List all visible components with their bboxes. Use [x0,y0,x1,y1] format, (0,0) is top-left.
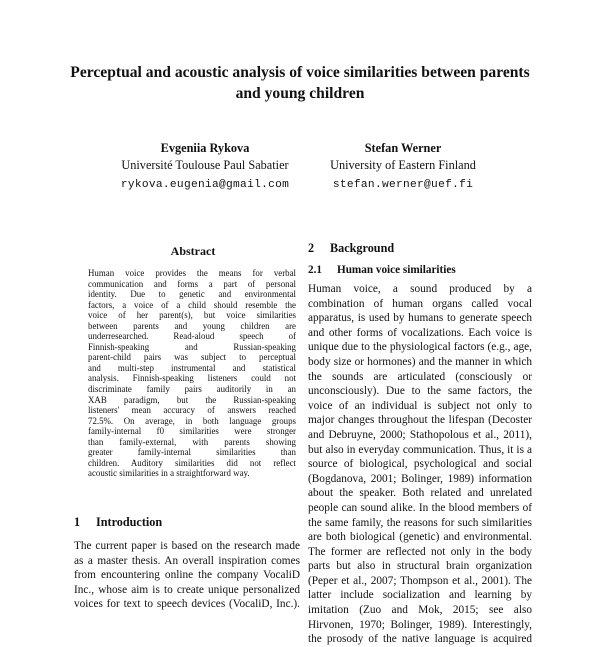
body-line: and Debruyne, 2000; Stathopolous et al., 2011), [308,428,532,441]
body-line: voices for text to speech devices (VocaliD, Inc.). [74,598,300,611]
subsection-title: Human voice similarities [337,264,456,276]
section-title: Introduction [96,515,163,529]
body-line: source of biological, psychological and social [308,458,532,471]
abstract-line: listeners' mean accuracy of answers reached [88,405,296,416]
author-email: stefan.werner@uef.fi [332,179,474,191]
introduction-body [74,539,300,612]
abstract-line: discriminate family pairs auditorily in an [88,384,296,395]
body-line: major changes throughout the lifespan (Decoster [308,414,532,427]
abstract-line: communication and forms a part of personal [88,278,296,289]
abstract-line: Human voice provides the means for verbal [88,268,296,278]
body-line: voice of an individual is subject not only to [308,399,532,412]
body-line: Human voice, a sound produced by a [308,283,532,295]
body-line: and other forms of vocalizations. Each voice is [308,326,532,339]
author-name: Stefan Werner [364,141,442,155]
section-title: Background [330,241,395,255]
abstract-line: greater family-internal similarities than [88,447,296,458]
section-number: 2 [308,241,315,255]
body-line: Hirvonen, 1970; Bolinger, 1989). Interestingly, [308,618,532,631]
subsection-heading-voice-similarities [308,264,456,276]
subsection-number: 2.1 [308,264,322,276]
body-line: from encountering online the company VocaliD [74,569,300,582]
abstract-line: acoustic similarities in a straightforward way. [88,468,250,479]
body-line: latter include socialization and learning by [308,589,532,602]
abstract-line: parent-child pairs was subject to perceptual [88,352,296,363]
section-heading-background [308,241,394,256]
section-heading-introduction [74,515,162,530]
author-block-1 [100,140,310,194]
body-line: parts but also in structural brain organization [308,560,532,573]
abstract-line: and multi-step instrumental and statistical [88,362,296,373]
body-line: the same family, the reasons for such similarities [308,516,532,529]
section-number: 1 [74,515,81,529]
author-email: rykova.eugenia@gmail.com [120,179,290,191]
title-line-2: and young children [235,85,365,102]
author-block-2 [316,140,490,194]
body-line: (Peper et al., 2007; Thompson et al., 2001). The [308,574,532,587]
body-line: people can sound alike. In the blood members of [308,501,532,514]
abstract-line: factors, a voice of a child should resemble the [88,299,296,310]
body-line: are both biological (genetic) and environmental. [308,531,532,544]
body-line: the sounds are articulated (consciously or [308,370,532,383]
abstract-line: XAB paradigm, but the Russian-speaking [88,394,296,405]
body-line: unconsciously). Due to the same factors, the [308,385,532,398]
body-line: imitation (Zuo and Mok, 2015; see also [308,604,532,617]
abstract-line: identity. Due to genetic and environmental [88,289,296,300]
body-line: body size or hormones) and the manner in which [308,355,532,368]
body-line: unique due to the physiological factors (e.g., age, [308,341,532,354]
author-affiliation: Université Toulouse Paul Sabatier [121,157,289,172]
title-line-1: Perceptual and acoustic analysis of voice similarities between parents [70,64,530,81]
abstract-line: than family-external, with parents showing [88,436,296,447]
background-body [308,282,532,647]
abstract-line: voice of her parent(s), but voice similarities [88,310,296,321]
paper-title [40,62,560,104]
body-line: combination of human organs called vocal [308,297,532,310]
body-line: The former are reflected not only in the body [308,545,532,558]
body-line: as a master thesis. An overall inspiration comes [74,554,300,567]
author-name: Evgeniia Rykova [160,141,250,155]
abstract-line: analysis. Finnish-speaking listeners could not [88,373,296,384]
body-line: (Bogdanova, 2001; Bolinger, 1989) information [308,472,532,485]
body-line: the prosody of the native language is acquired [308,633,532,646]
abstract-body [88,268,296,479]
abstract-line: children. Auditory similarities did not reflect [88,457,296,468]
abstract-heading: Abstract [170,244,216,258]
body-line: about the speaker. Both related and unrelated [308,487,532,500]
abstract-line: between parents and young children are [88,320,296,331]
abstract-line: Finnish-speaking and Russian-speaking [88,341,296,352]
author-affiliation: University of Eastern Finland [330,157,476,172]
abstract-line: family-internal f0 similarities were stronger [88,426,296,437]
abstract-line: 72.5%. On average, in both language groups [88,415,296,426]
body-line: The current paper is based on the research made [74,540,300,552]
body-line: Inc., whose aim is to create unique personalized [74,583,300,596]
body-line: apparatus, is used by humans to generate speech [308,312,532,325]
body-line: but also in everyday communication. Thus, it is a [308,443,532,456]
abstract-line: underresearched. Read-aloud speech of [88,331,296,342]
